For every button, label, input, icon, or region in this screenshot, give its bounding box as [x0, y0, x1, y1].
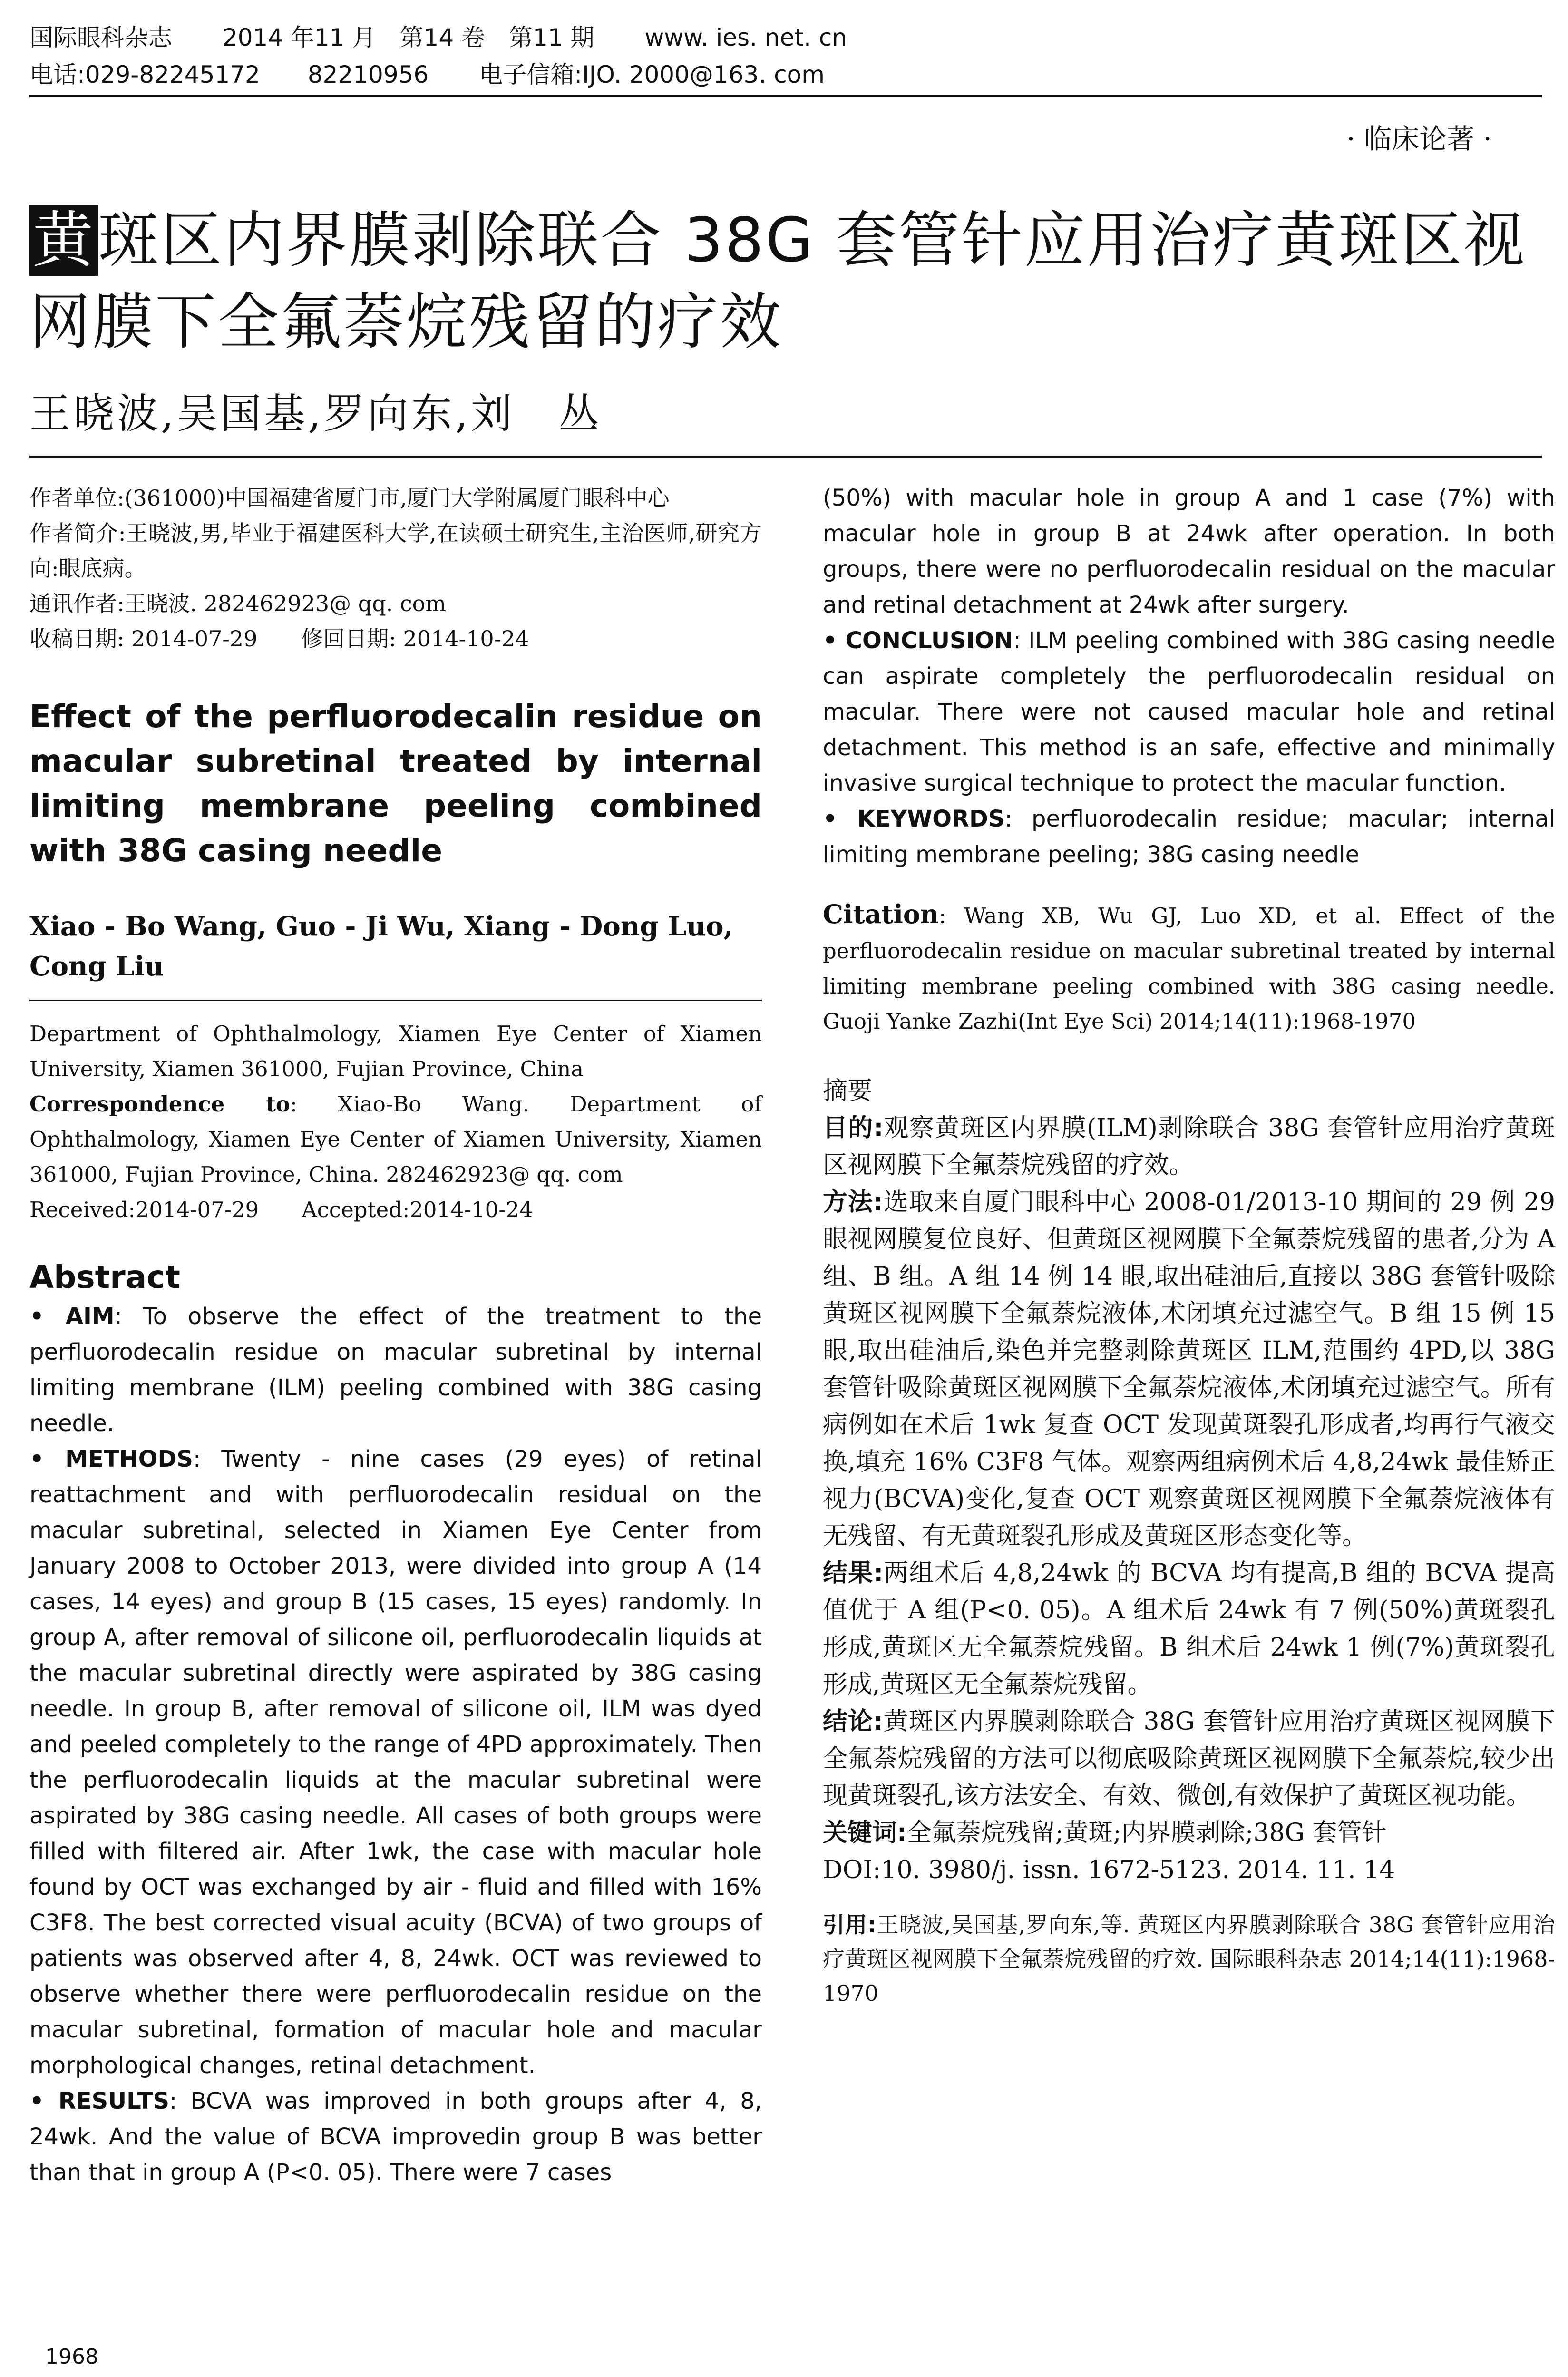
journal-header [29, 19, 1542, 93]
english-title: Effect of the perfluorodecalin residue on macular subretinal treated by internal limiting membrane peeling combined with 38G casing needle [29, 698, 762, 869]
abstract-heading: Abstract [29, 1259, 180, 1296]
correspondence-label: Correspondence to [29, 1091, 290, 1117]
results-text-part2: (50%) with macular hole in group A and 1 case (7%) with macular hole in group B at 24wk after operation. In both groups, there were no perfluorodecalin residual on the macular and retinal detachment at 24wk after surgery. [823, 485, 1555, 618]
title-rest: 斑区内界膜剥除联合 38G 套管针应用治疗黄斑区视网膜下全氟萘烷残留的疗效 [29, 205, 1527, 358]
cn-keywords-label: 关键词: [823, 1819, 907, 1847]
affiliation-department: Department of Ophthalmology, Xiamen Eye Center of Xiamen University, Xiamen 361000, Fujian Province, China [29, 1021, 762, 1081]
cn-results [823, 1555, 1555, 1703]
cn-results-label: 结果: [823, 1559, 884, 1588]
english-authors: Xiao - Bo Wang, Guo - Ji Wu, Xiang - Dong Luo, Cong Liu [29, 911, 733, 982]
right-column [823, 480, 1555, 2010]
abstract-conclusion [823, 623, 1555, 801]
journal-name: 国际眼科杂志 [29, 24, 172, 51]
abstract-continued [823, 480, 1555, 873]
received-accepted: Received:2014-07-29 Accepted:2014-10-24 [29, 1197, 533, 1222]
article-title [29, 200, 1542, 363]
citation-label: Citation [823, 899, 939, 929]
keywords-label: • KEYWORDS [823, 806, 1005, 832]
cn-methods-label: 方法: [823, 1188, 883, 1217]
page-number: 1968 [45, 2345, 98, 2369]
cn-abstract [823, 1072, 1555, 1889]
cn-conclusion-label: 结论: [823, 1707, 883, 1736]
conclusion-text: : ILM peeling combined with 38G casing needle can aspirate completely the perfluorodecalin residual on macular. There were not caused macular hole and retinal detachment. This method is an safe, effective and minimally invasive surgical technique to protect the macular function. [823, 627, 1556, 797]
abstract-aim [29, 1299, 762, 1442]
aim-label: • AIM [29, 1303, 115, 1330]
correspondence [29, 1087, 762, 1192]
conclusion-label: • CONCLUSION [823, 627, 1013, 654]
cn-methods [823, 1184, 1555, 1555]
abstract-methods [29, 1442, 762, 2084]
methods-text: : Twenty - nine cases (29 eyes) of retinal reattachment and with perfluorodecalin residual on the macular subretinal, selected in Xiamen Eye Center from January 2008 to October 2013, were divided into group A (14 cases, 14 eyes) and group B (15 cases, 15 eyes) randomly. In group A, after removal of silicone oil, perfluorodecalin liquids at the macular subretinal directly were aspirated by 38G casing needle. In group B, after removal of silicone oil, ILM was dyed and peeled completely to the range of 4PD approximately. Then the perfluorodecalin liquids at the macular subretinal were aspirated by 38G casing needle. All cases of both groups were filled with filtered air. After 1wk, the case with macular hole found by OCT was exchanged by air - fluid and filled with 16% C3F8. The best corrected visual acuity (BCVA) of two groups of patients was observed after 4, 8, 24wk. OCT was reviewed to observe whether there were perfluorodecalin residue on the macular subretinal, formation of macular hole and macular morphological changes, retinal detachment. [29, 1446, 762, 2079]
results-label: • RESULTS [29, 2088, 170, 2114]
cn-aim-label: 目的: [823, 1114, 884, 1142]
cn-keywords-text: 全氟萘烷残留;黄斑;内界膜剥除;38G 套管针 [906, 1819, 1387, 1847]
header-rule [29, 95, 1542, 97]
cn-aim [823, 1110, 1555, 1184]
methods-label: • METHODS [29, 1446, 193, 1472]
cn-abstract-heading: 摘要 [823, 1077, 873, 1105]
abstract-results-start [29, 2084, 762, 2191]
citation-en [823, 896, 1555, 1039]
authors-cn: 王晓波,吴国基,罗向东,刘 丛 [29, 390, 603, 438]
corresponding-author-cn: 通讯作者:王晓波. 282462923@ qq. com [29, 591, 446, 616]
abstract-keywords [823, 801, 1555, 873]
english-authors-rule [29, 1000, 762, 1001]
cn-citation-label: 引用: [823, 1912, 877, 1938]
author-bio-cn: 作者简介:王晓波,男,毕业于福建医科大学,在读硕士研究生,主治医师,研究方向:眼底病。 [29, 520, 762, 581]
cn-conclusion-text: 黄斑区内界膜剥除联合 38G 套管针应用治疗黄斑区视网膜下全氟萘烷残留的方法可以彻底吸除黄斑区视网膜下全氟萘烷,较少出现黄斑裂孔,该方法安全、有效、微创,有效保护了黄斑区视功能。 [823, 1707, 1555, 1810]
author-affiliation-cn: 作者单位:(361000)中国福建省厦门市,厦门大学附属厦门眼科中心 [29, 485, 670, 511]
cn-doi[interactable]: DOI:10. 3980/j. issn. 1672-5123. 2014. 11. 14 [823, 1856, 1395, 1884]
results-text-part1: : BCVA was improved in both groups after 4, 8, 24wk. And the value of BCVA improvedin group B was better than that in group A (P<0. 05). There were 7 cases [29, 2088, 762, 2186]
affiliation-block [29, 1016, 762, 1227]
received-dates-cn: 收稿日期: 2014-07-29 修回日期: 2014-10-24 [29, 626, 529, 652]
cn-citation [823, 1908, 1555, 2010]
cn-conclusion [823, 1703, 1555, 1814]
journal-issue: 2014 年11 月 第14 卷 第11 期 [222, 24, 594, 51]
cn-aim-text: 观察黄斑区内界膜(ILM)剥除联合 38G 套管针应用治疗黄斑区视网膜下全氟萘烷残留的疗效。 [823, 1114, 1555, 1179]
title-first-char: 黄 [29, 205, 98, 276]
cn-methods-text: 选取来自厦门眼科中心 2008-01/2013-10 期间的 29 例 29 眼视网膜复位良好、但黄斑区视网膜下全氟萘烷残留的患者,分为 A 组、B 组。A 组 14 例 14 眼,取出硅油后,直接以 38G 套管针吸除黄斑区视网膜下全氟萘烷液体,术闭填充过滤空气。B 组 15 例 15 眼,取出硅油后,染色并完整剥除黄斑区 ILM,范围约 4PD,以 38G 套管针吸除黄斑区视网膜下全氟萘烷液体,术闭填充过滤空气。所有病例如在术后 1wk 复查 OCT 发现黄斑裂孔形成者,均再行气液交换,填充 16% C3F8 气体。观察两组病例术后 4,8,24wk 最佳矫正视力(BCVA)变化,复查 OCT 观察黄斑区视网膜下全氟萘烷液体有无残留、有无黄斑裂孔形成及黄斑区形态变化等。 [823, 1188, 1556, 1550]
keywords-text: : perfluorodecalin residue; macular; internal limiting membrane peeling; 38G casing needle [823, 806, 1555, 868]
authors-rule [29, 456, 1542, 458]
section-label: · 临床论著 · [1346, 123, 1492, 155]
citation-text: : Wang XB, Wu GJ, Luo XD, et al. Effect of the perfluorodecalin residue on macular subretinal treated by internal limiting membrane peeling combined with 38G casing needle. Guoji Yanke Zazhi(Int Eye Sci) 2014;14(11):1968-1970 [823, 903, 1555, 1034]
author-info-cn [29, 480, 762, 656]
cn-citation-text: 王晓波,吴国基,罗向东,等. 黄斑区内界膜剥除联合 38G 套管针应用治疗黄斑区视网膜下全氟萘烷残留的疗效. 国际眼科杂志 2014;14(11):1968-1970 [823, 1912, 1555, 2006]
correspondence-text: : Xiao-Bo Wang. Department of Ophthalmology, Xiamen Eye Center of Xiamen University, Xiamen 361000, Fujian Province, China. 282462923@ qq. com [29, 1091, 762, 1187]
journal-phone: 电话:029-82245172 82210956 [29, 61, 429, 88]
abstract-body [29, 1299, 762, 2191]
cn-results-text: 两组术后 4,8,24wk 的 BCVA 均有提高,B 组的 BCVA 提高值优于 A 组(P<0. 05)。A 组术后 24wk 有 7 例(50%)黄斑裂孔形成,黄斑区无全氟萘烷残留。B 组术后 24wk 1 例(7%)黄斑裂孔形成,黄斑区无全氟萘烷残留。 [823, 1559, 1555, 1699]
aim-text: : To observe the effect of the treatment to the perfluorodecalin residue on macular subretinal by internal limiting membrane (ILM) peeling combined with 38G casing needle. [29, 1303, 762, 1437]
journal-website[interactable]: www. ies. net. cn [644, 24, 847, 51]
journal-email[interactable]: 电子信箱:IJO. 2000@163. com [479, 61, 825, 88]
left-column [29, 480, 762, 2191]
cn-keywords [823, 1814, 1555, 1851]
